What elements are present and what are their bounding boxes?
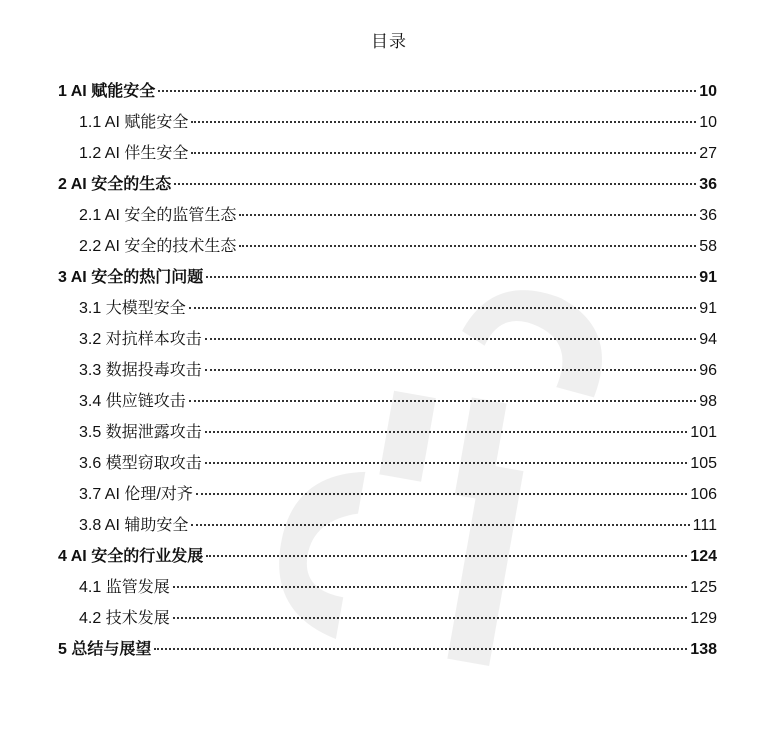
toc-section-entry[interactable] [0,603,778,634]
toc-entry-label: 3.5 数据泄露攻击 [79,424,202,441]
toc-entry-label: 3.6 模型窃取攻击 [79,455,202,472]
toc-dot-leader [196,493,687,495]
toc-entry-label: 3.7 AI 伦理/对齐 [79,486,193,503]
toc-section-entry[interactable] [0,479,778,510]
toc-page-number: 125 [690,579,717,596]
page-title: 目录 [371,32,407,52]
toc-entry-label: 3.8 AI 辅助安全 [79,517,189,534]
toc-page-number: 91 [699,300,717,317]
toc-page-number: 94 [699,331,717,348]
toc-entry-label: 4 AI 安全的行业发展 [58,548,204,565]
toc-section-entry[interactable] [0,200,778,231]
toc-page-number: 96 [699,362,717,379]
toc-section-entry[interactable] [0,386,778,417]
toc-page-number: 106 [690,486,717,503]
toc-dot-leader [173,617,688,619]
toc-page-number: 124 [690,548,717,565]
toc-dot-leader [206,276,696,278]
toc-page-number: 98 [699,393,717,410]
toc-entry-label: 2.1 AI 安全的监管生态 [79,207,237,224]
toc-section-entry[interactable] [0,355,778,386]
toc-dot-leader [191,524,689,526]
toc-entry-label: 3.3 数据投毒攻击 [79,362,202,379]
toc-dot-leader [239,214,696,216]
toc-page-number: 91 [699,269,717,286]
toc-dot-leader [205,369,697,371]
toc-entry-label: 1.1 AI 赋能安全 [79,114,189,131]
toc-page-number: 129 [690,610,717,627]
toc-section-entry[interactable] [0,510,778,541]
toc-section-entry[interactable] [0,448,778,479]
table-of-contents [0,76,778,665]
toc-dot-leader [205,431,688,433]
toc-dot-leader [174,183,696,185]
toc-entry-label: 2 AI 安全的生态 [58,176,172,193]
toc-dot-leader [205,462,688,464]
toc-entry-label: 2.2 AI 安全的技术生态 [79,238,237,255]
toc-chapter-entry[interactable] [0,634,778,665]
toc-entry-label: 3.2 对抗样本攻击 [79,331,202,348]
toc-entry-label: 3.1 大模型安全 [79,300,186,317]
toc-section-entry[interactable] [0,324,778,355]
toc-section-entry[interactable] [0,231,778,262]
toc-entry-label: 4.1 监管发展 [79,579,170,596]
toc-section-entry[interactable] [0,107,778,138]
toc-dot-leader [154,648,687,650]
toc-chapter-entry[interactable] [0,541,778,572]
toc-page-number: 138 [690,641,717,658]
toc-page-number: 101 [690,424,717,441]
toc-entry-label: 4.2 技术发展 [79,610,170,627]
toc-page-number: 27 [699,145,717,162]
toc-chapter-entry[interactable] [0,169,778,200]
toc-page-number: 58 [699,238,717,255]
toc-entry-label: 5 总结与展望 [58,641,152,658]
toc-page-number: 111 [692,517,717,534]
toc-entry-label: 3 AI 安全的热门问题 [58,269,204,286]
toc-dot-leader [206,555,687,557]
toc-page-number: 105 [690,455,717,472]
toc-page-number: 10 [699,114,717,131]
toc-entry-label: 3.4 供应链攻击 [79,393,186,410]
toc-dot-leader [239,245,696,247]
toc-dot-leader [191,121,696,123]
toc-chapter-entry[interactable] [0,262,778,293]
toc-page-number: 36 [699,207,717,224]
toc-entry-label: 1 AI 赋能安全 [58,83,156,100]
toc-section-entry[interactable] [0,138,778,169]
toc-section-entry[interactable] [0,572,778,603]
toc-dot-leader [189,307,697,309]
toc-section-entry[interactable] [0,417,778,448]
toc-chapter-entry[interactable] [0,76,778,107]
toc-entry-label: 1.2 AI 伴生安全 [79,145,189,162]
toc-dot-leader [191,152,696,154]
toc-dot-leader [158,90,696,92]
toc-dot-leader [189,400,697,402]
toc-page-number: 36 [699,176,717,193]
toc-page-number: 10 [699,83,717,100]
toc-dot-leader [205,338,697,340]
toc-dot-leader [173,586,688,588]
toc-section-entry[interactable] [0,293,778,324]
